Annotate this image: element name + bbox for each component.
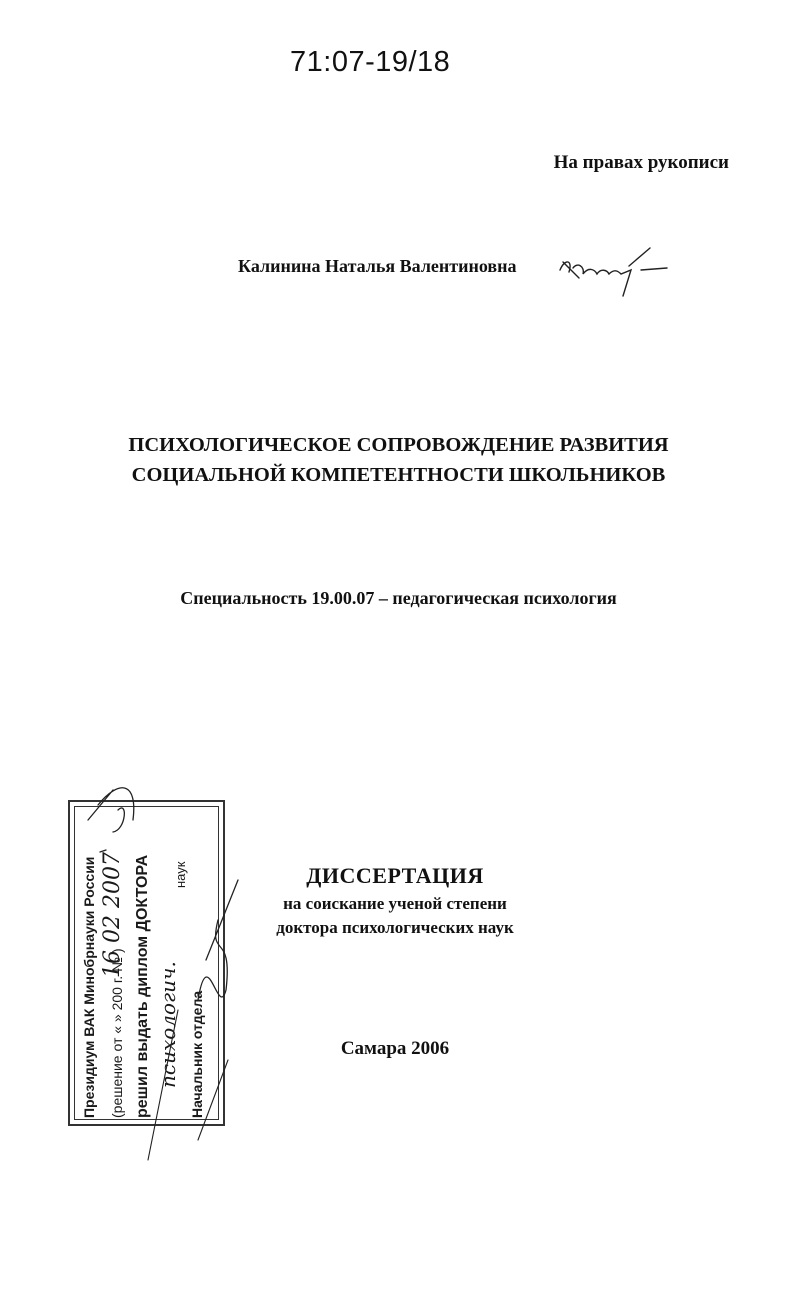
dissertation-block <box>245 860 545 940</box>
city-year: Самара 2006 <box>340 1038 450 1059</box>
title-line-1: ПСИХОЛОГИЧЕСКОЕ СОПРОВОЖДЕНИЕ РАЗВИТИЯ <box>128 434 669 456</box>
author-signature <box>555 240 675 305</box>
stamp-line-decision: (решение от « » 200 г. № ) <box>109 948 125 1118</box>
stamp-handwritten-date: 16 02 2007 <box>100 852 125 978</box>
stamp-handwriting-strokes <box>58 760 258 1180</box>
stamp-line-diploma: решил выдать диплом ДОКТОРА <box>134 854 151 1118</box>
title-line-2: СОЦИАЛЬНОЙ КОМПЕТЕНТНОСТИ ШКОЛЬНИКОВ <box>131 464 666 486</box>
stamp-line-presidium: Президиум ВАК Минобрнауки России <box>81 856 97 1118</box>
stamp-line-science: наук <box>173 861 188 888</box>
vak-stamp <box>68 800 225 1126</box>
stamp-handwritten-field: психологич. <box>156 961 180 1088</box>
dissertation-degree-line-2: доктора психологических наук <box>276 918 514 937</box>
document-code: 71:07-19/18 <box>290 46 451 78</box>
rights-note: На правах рукописи <box>553 152 729 173</box>
dissertation-title <box>0 430 797 490</box>
specialty: Специальность 19.00.07 – педагогическая психология <box>180 588 617 608</box>
dissertation-degree-line-1: на соискание ученой степени <box>283 894 507 913</box>
dissertation-heading: ДИССЕРТАЦИЯ <box>306 863 484 888</box>
author-name: Калинина Наталья Валентиновна <box>238 256 517 276</box>
stamp-line-head: Начальник отдела <box>189 990 205 1118</box>
